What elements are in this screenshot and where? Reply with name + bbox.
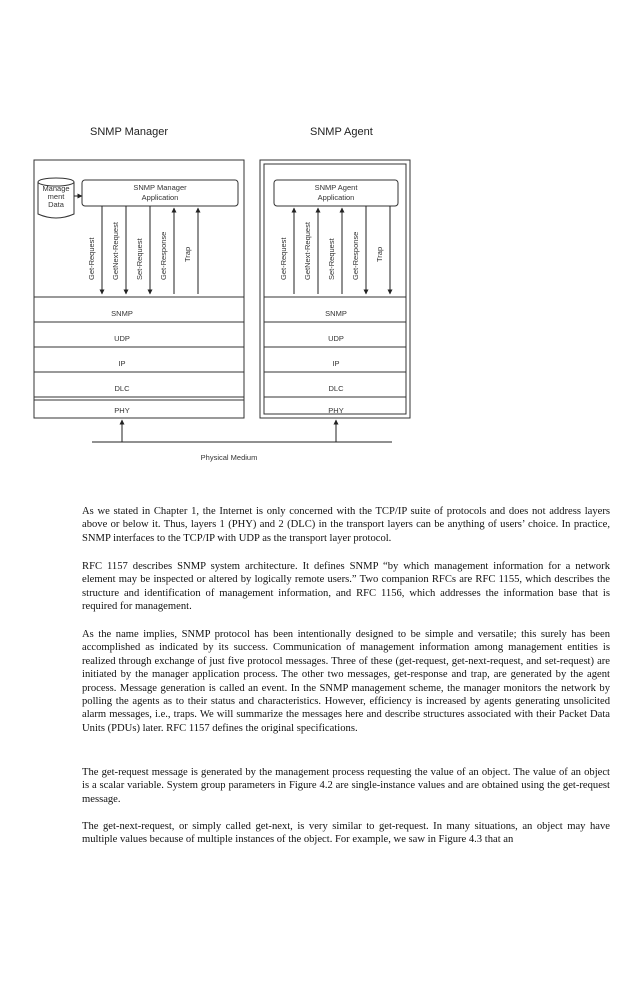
agent-application-line-1: SNMP Agent (314, 183, 358, 192)
agent-msg-trap: Trap (375, 246, 384, 262)
manager-application-line-2: Application (141, 193, 179, 202)
manager-layer-udp: UDP (114, 334, 130, 343)
management-data-line-3: Data (48, 200, 64, 209)
manager-msg-getnext-request: GetNext-Request (111, 222, 120, 280)
paragraph-1: As we stated in Chapter 1, the Internet is only concerned with the TCP/IP suite of protocols and does not address layers above or below it. Thus, layers 1 (PHY) and 2 (DLC) in the transport layers can be anything of users’ choice. In practice, SNMP interfaces to the TCP/IP with UDP as the transport layer protocol. (82, 506, 610, 544)
manager-layer-ip: IP (118, 359, 126, 368)
management-data-line-1: Manage (42, 184, 70, 193)
paragraph-3: As the name implies, SNMP protocol has been intentionally designed to be simple and versatile; this surely has been accomplished as indicated by its success. Communication of management information among management entities is realized through exchange of just five protocol messages. Three of these (get-request, get-next-request, and set-request) are initiated by the manager application process. The other two messages, get-response and trap, are generated by the agent process. Message generation is called an event. In the SNMP management scheme, the manager monitors the network by polling the agents as to their status and characteristics. However, efficiency is increased by agents generating unsolicited alarm messages, i.e., traps. We will summarize the messages here and describe structures associated with their Packet Data Units (PDUs) later. RFC 1157 defines the original specifications. (82, 629, 610, 734)
manager-layer-phy: PHY (114, 406, 130, 415)
manager-layer-snmp: SNMP (111, 309, 133, 318)
agent-msg-get-request: Get-Request (279, 237, 288, 280)
physical-medium-label: Physical Medium (200, 453, 258, 462)
paragraph-4: The get-request message is generated by the management process requesting the value of an object. The value of an object is a scalar variable. System group parameters in Figure 4.2 are single-instance values and are obtained using the get-request message. (82, 767, 610, 805)
manager-layer-dlc: DLC (114, 384, 130, 393)
paragraph-5: The get-next-request, or simply called get-next, is very similar to get-request. In many situations, an object may have multiple values because of multiple instances of the object. For example, we saw in Figure 4.3 that an (82, 821, 610, 846)
manager-application-line-1: SNMP Manager (133, 183, 187, 192)
paragraph-2: RFC 1157 describes SNMP system architecture. It defines SNMP “by which management information for a network element may be inspected or altered by logically remote users.” Two companion RFCs are RFC 1155, which describes the structure and identification of management information, and RFC 1156, which addresses the information base that is required for management. (82, 561, 610, 613)
manager-msg-set-request: Set-Request (135, 238, 144, 280)
agent-title: SNMP Agent (310, 126, 373, 138)
agent-msg-get-response: Get-Response (351, 231, 360, 280)
manager-title: SNMP Manager (90, 126, 169, 138)
physical-medium-line (92, 420, 392, 442)
manager-msg-get-response: Get-Response (159, 231, 168, 280)
manager-msg-get-request: Get-Request (87, 237, 96, 280)
agent-layer-udp: UDP (328, 334, 344, 343)
manager-msg-trap: Trap (183, 246, 192, 262)
snmp-architecture-diagram (0, 0, 638, 480)
agent-layer-phy: PHY (328, 406, 344, 415)
agent-msg-set-request: Set-Request (327, 238, 336, 280)
agent-application-line-2: Application (317, 193, 355, 202)
management-data-line-2: ment (47, 192, 65, 201)
agent-layer-ip: IP (332, 359, 340, 368)
agent-msg-getnext-request: GetNext-Request (303, 222, 312, 280)
agent-layer-snmp: SNMP (325, 309, 347, 318)
agent-layer-dlc: DLC (328, 384, 344, 393)
